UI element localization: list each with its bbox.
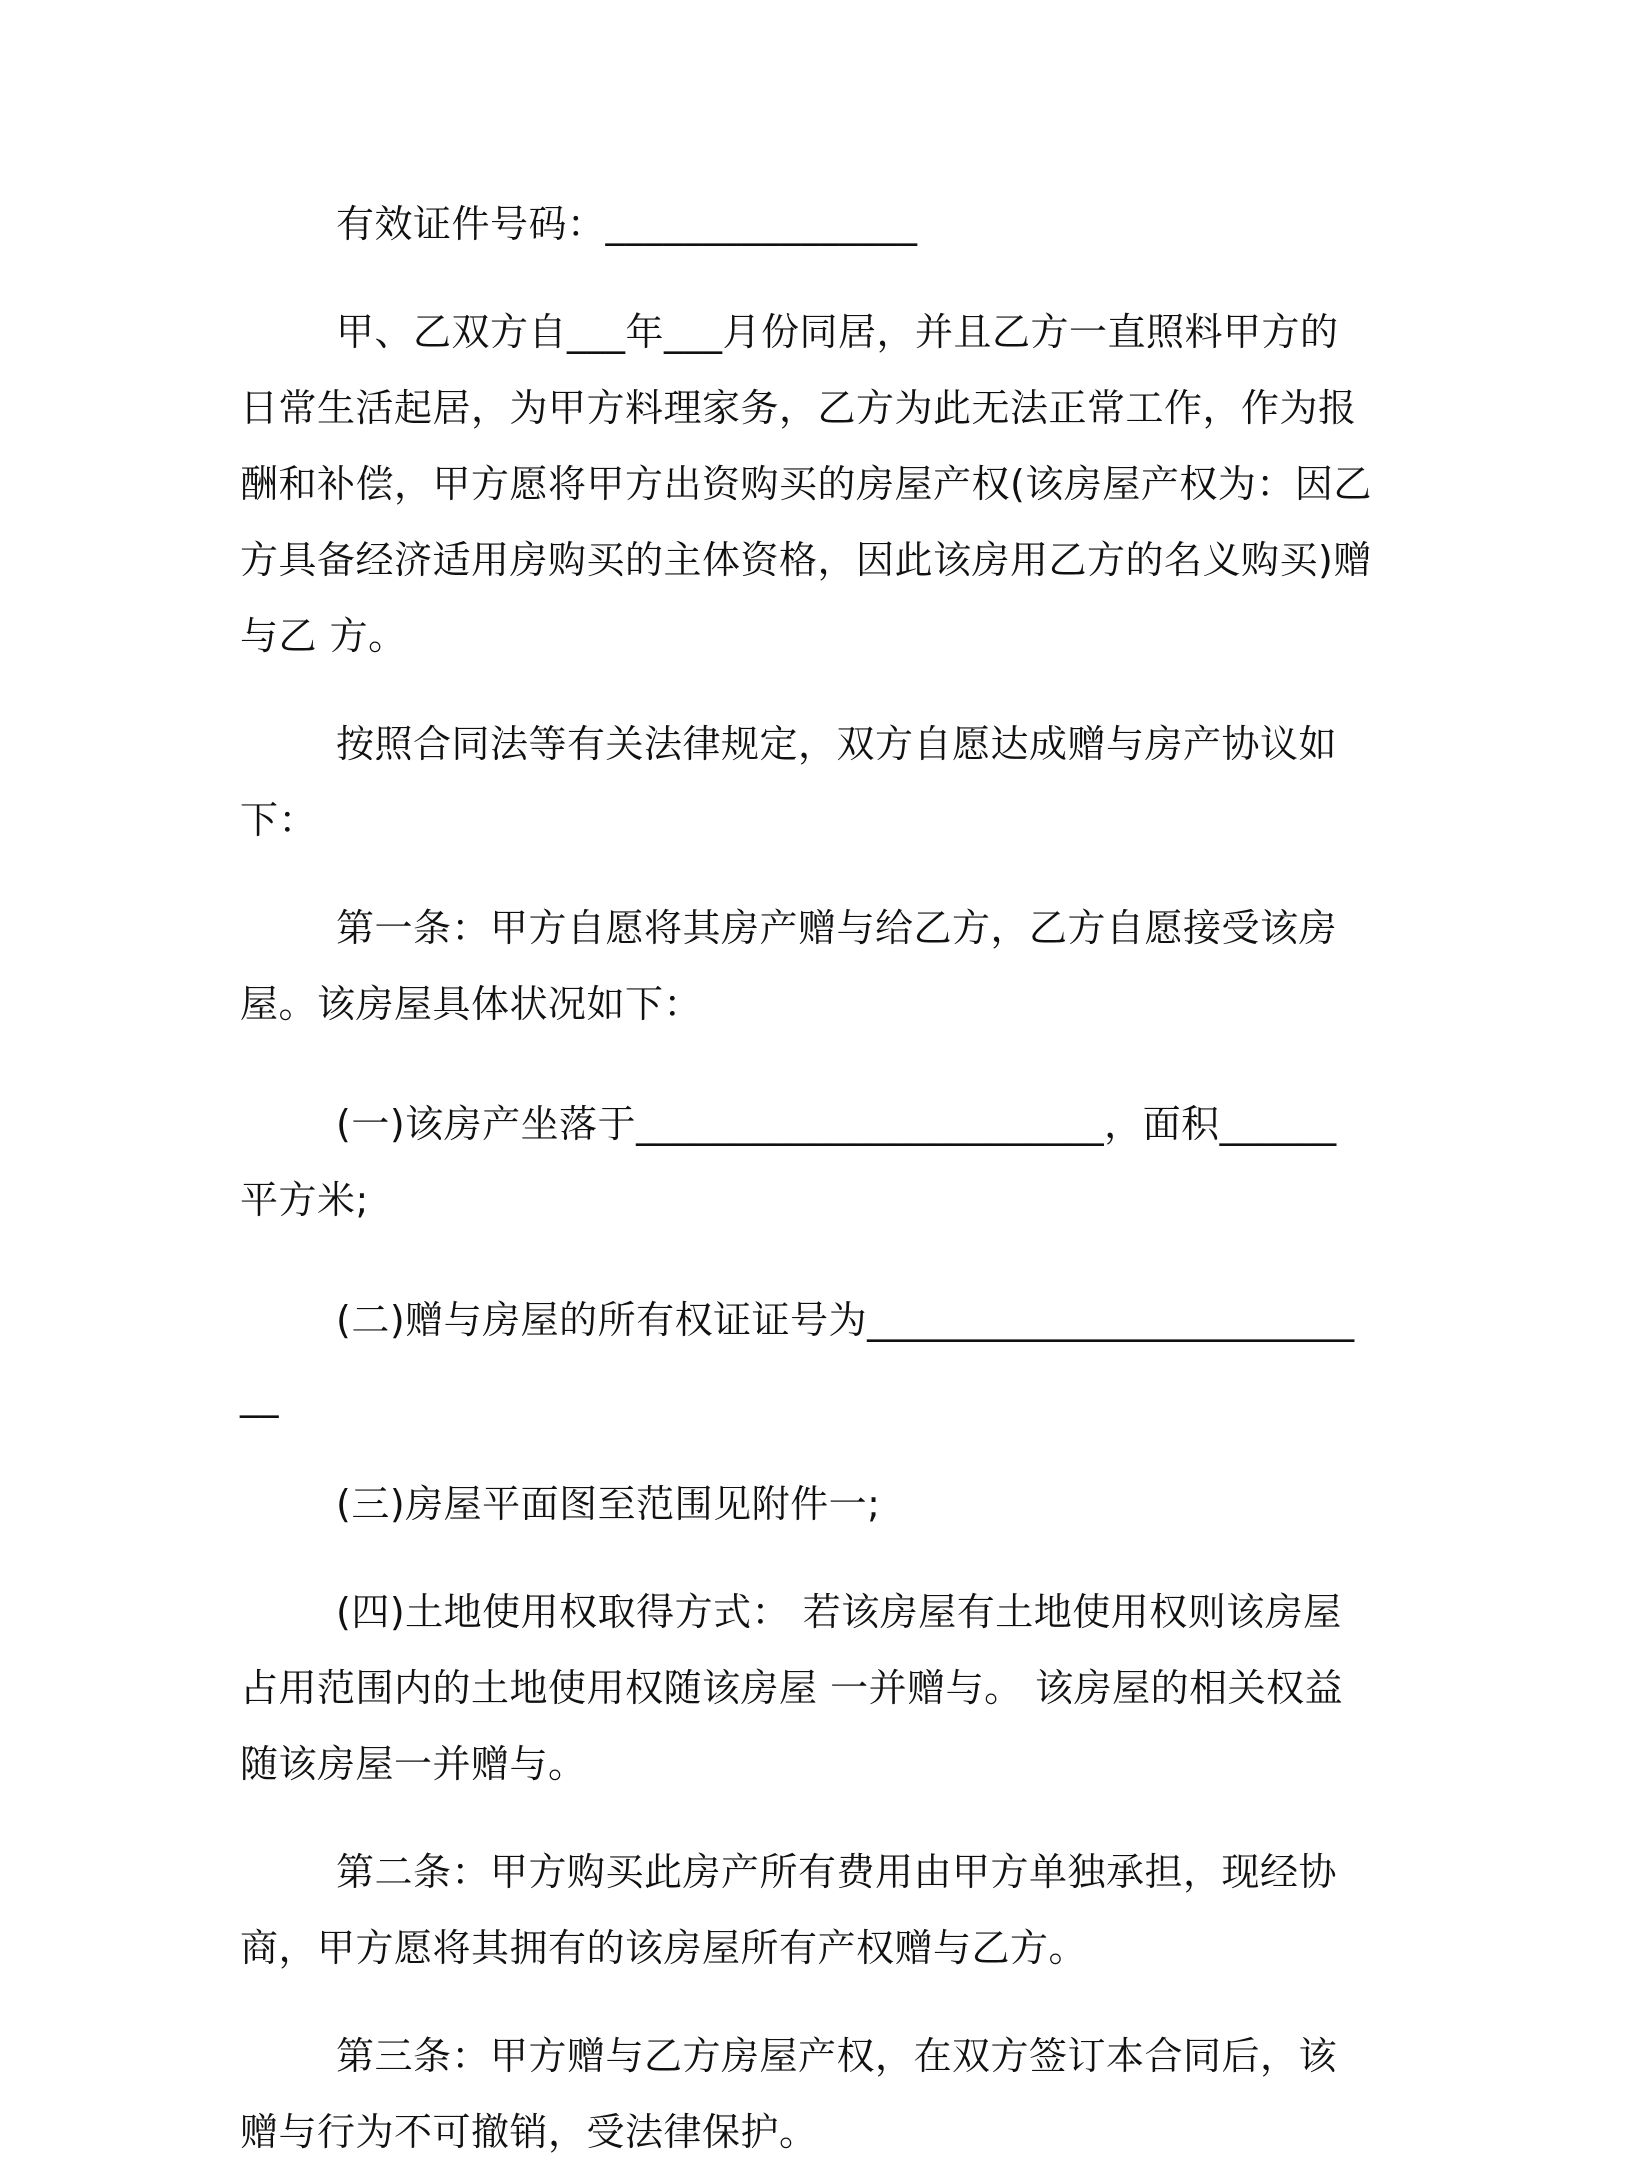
agreement-intro: 按照合同法等有关法律规定，双方自愿达成赠与房产协议如下： — [240, 722, 1338, 842]
clause-four-land-use: (四)土地使用权取得方式： 若该房屋有土地使用权则该房屋占用范围内的土地使用权随该房屋 一并赠与。 该房屋的相关权益随该房屋一并赠与。 — [240, 1590, 1344, 1786]
article-two: 第二条：甲方购买此房产所有费用由甲方单独承担，现经协商，甲方愿将其拥有的该房屋所有产权赠与乙方。 — [240, 1850, 1338, 1970]
document-body — [240, 186, 1372, 2170]
clause-two-certificate: (二)赠与房屋的所有权证证号为___________________________ — [240, 1298, 1355, 1418]
cohabitation-paragraph: 甲、乙双方自___年___月份同居，并且乙方一直照料甲方的日常生活起居，为甲方料理家务，乙方为此无法正常工作，作为报酬和补偿，甲方愿将甲方出资购买的房屋产权(该房屋产权为：因乙方具备经济适用房购买的主体资格，因此该房用乙方的名义购买)赠与乙 方。 — [240, 310, 1372, 658]
clause-three-floorplan: (三)房屋平面图至范围见附件一; — [336, 1482, 881, 1526]
article-one: 第一条：甲方自愿将其房产赠与给乙方，乙方自愿接受该房屋。该房屋具体状况如下： — [240, 906, 1338, 1026]
clause-one-location: (一)该房产坐落于________________________，面积______平方米; — [240, 1102, 1337, 1222]
article-three: 第三条：甲方赠与乙方房屋产权，在双方签订本合同后，该赠与行为不可撤销，受法律保护。 — [240, 2034, 1338, 2154]
id-number-line: 有效证件号码：________________ — [336, 202, 918, 246]
